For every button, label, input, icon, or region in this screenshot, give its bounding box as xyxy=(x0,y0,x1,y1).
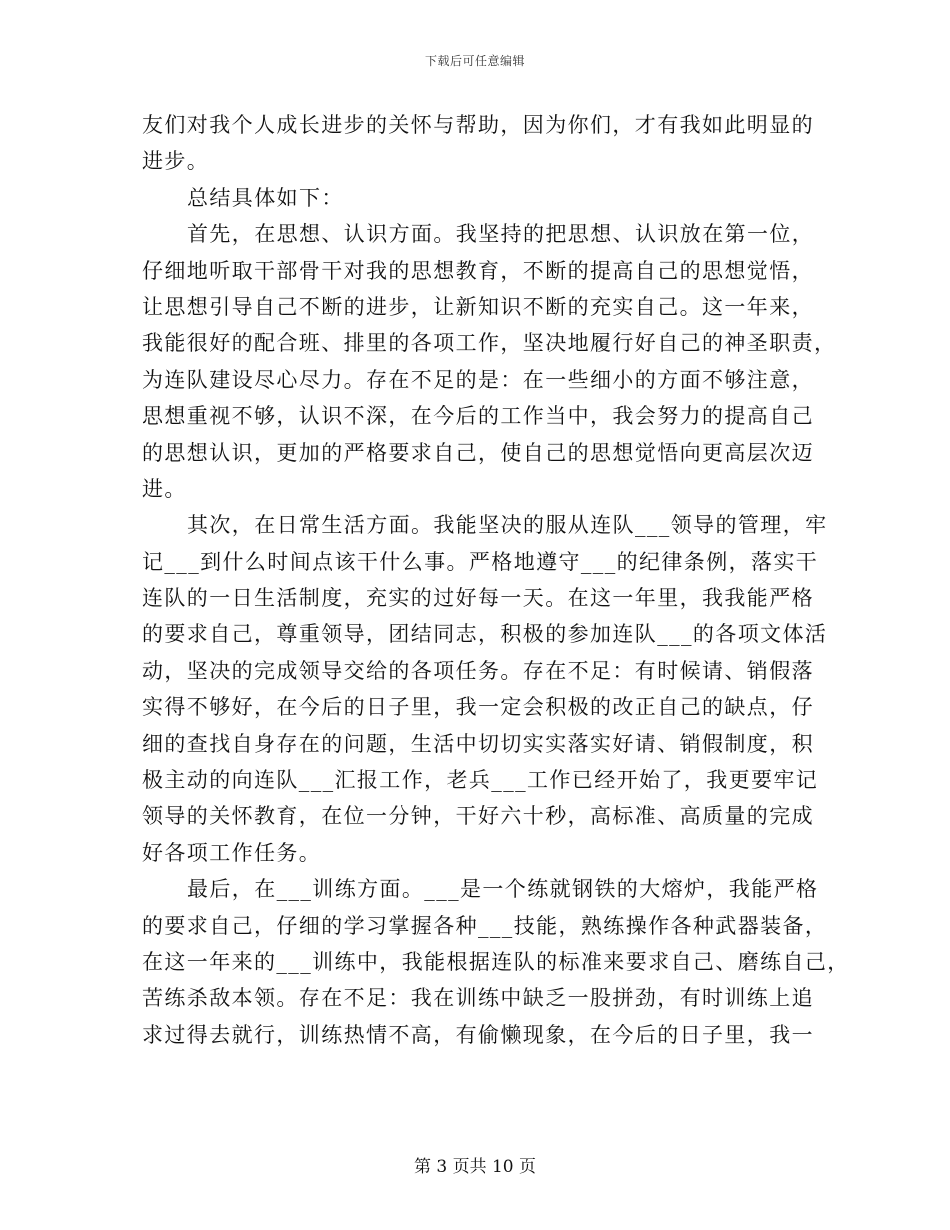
text-line: 最后，在___训练方面。___是一个练就钢铁的大熔炉，我能严格 xyxy=(187,877,819,902)
text-line: 极主动的向连队___汇报工作，老兵___工作已经开始了，我更要牢记 xyxy=(142,768,819,793)
text-line: 进步。 xyxy=(142,149,210,174)
text-line: 苦练杀敌本领。存在不足：我在训练中缺乏一股拼劲，有时训练上追 xyxy=(142,986,814,1011)
text-line: 的思想认识，更加的严格要求自己，使自己的思想觉悟向更高层次迈 xyxy=(142,440,814,465)
text-line: 实得不够好，在今后的日子里，我一定会积极的改正自己的缺点，仔 xyxy=(142,695,814,720)
text-line: 总结具体如下： xyxy=(187,185,344,210)
text-line: 仔细地听取干部骨干对我的思想教育，不断的提高自己的思想觉悟， xyxy=(142,258,814,283)
text-line: 我能很好的配合班、排里的各项工作，坚决地履行好自己的神圣职责， xyxy=(142,331,837,356)
text-line: 其次，在日常生活方面。我能坚决的服从连队___领导的管理，牢 xyxy=(187,513,828,538)
text-line: 让思想引导自己不断的进步，让新知识不断的充实自己。这一年来， xyxy=(142,294,814,319)
text-line: 首先，在思想、认识方面。我坚持的把思想、认识放在第一位， xyxy=(187,222,815,247)
text-line: 好各项工作任务。 xyxy=(142,840,322,865)
text-line: 的要求自己，仔细的学习掌握各种___技能，熟练操作各种武器装备， xyxy=(142,913,828,938)
document-body xyxy=(142,107,850,1053)
text-line: 进。 xyxy=(142,476,187,501)
page-footer: 第 3 页共 10 页 xyxy=(413,1157,537,1177)
text-line: 记___到什么时间点该干什么事。严格地遵守___的纪律条例，落实干 xyxy=(142,549,819,574)
text-line: 细的查找自身存在的问题，生活中切切实实落实好请、销假制度，积 xyxy=(142,731,814,756)
text-line: 求过得去就行，训练热情不高，有偷懒现象，在今后的日子里，我一 xyxy=(142,1022,814,1047)
text-line: 领导的关怀教育，在位一分钟，干好六十秒，高标准、高质量的完成 xyxy=(142,804,814,829)
text-line: 思想重视不够，认识不深，在今后的工作当中，我会努力的提高自己 xyxy=(142,404,814,429)
page-header: 下载后可任意编辑 xyxy=(424,54,525,68)
text-line: 连队的一日生活制度，充实的过好每一天。在这一年里，我我能严格 xyxy=(142,586,814,611)
text-line: 动，坚决的完成领导交给的各项任务。存在不足：有时候请、销假落 xyxy=(142,658,814,683)
text-line: 友们对我个人成长进步的关怀与帮助，因为你们，才有我如此明显的 xyxy=(142,113,814,137)
text-line: 为连队建设尽心尽力。存在不足的是：在一些细小的方面不够注意， xyxy=(142,367,814,392)
text-line: 在这一年来的___训练中，我能根据连队的标准来要求自己、磨练自己， xyxy=(142,949,850,974)
text-line: 的要求自己，尊重领导，团结同志，积极的参加连队___的各项文体活 xyxy=(142,622,828,647)
